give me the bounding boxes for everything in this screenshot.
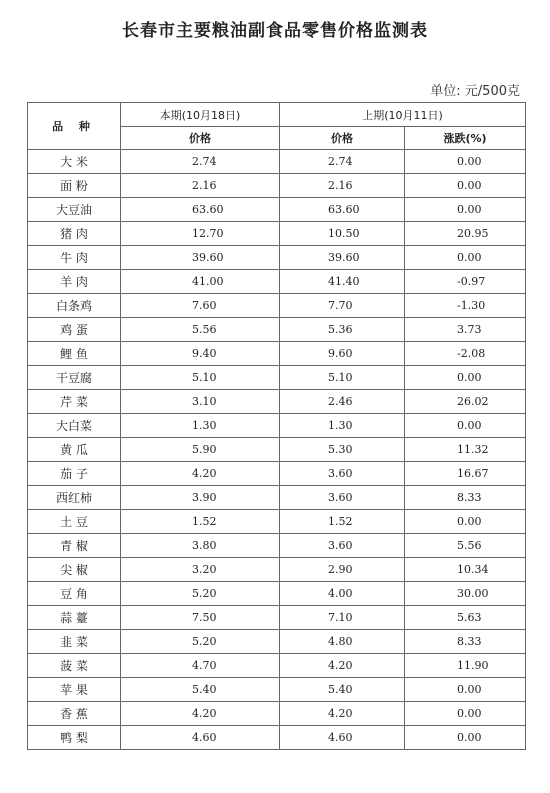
table-row xyxy=(28,510,526,534)
previous-price-cell: 7.70 xyxy=(280,294,405,318)
previous-price-cell: 2.90 xyxy=(280,558,405,582)
item-name-cell: 苹 果 xyxy=(28,678,121,702)
change-percent-cell: 3.73 xyxy=(405,318,526,342)
current-price-cell: 12.70 xyxy=(121,222,280,246)
table-row xyxy=(28,462,526,486)
previous-price-cell: 10.50 xyxy=(280,222,405,246)
previous-price-cell: 63.60 xyxy=(280,198,405,222)
current-price-cell: 39.60 xyxy=(121,246,280,270)
change-percent-cell: -2.08 xyxy=(405,342,526,366)
current-price-cell: 5.20 xyxy=(121,582,280,606)
current-price-cell: 5.40 xyxy=(121,678,280,702)
change-percent-cell: 0.00 xyxy=(405,414,526,438)
previous-price-cell: 2.74 xyxy=(280,150,405,174)
previous-price-cell: 3.60 xyxy=(280,534,405,558)
item-name-cell: 面 粉 xyxy=(28,174,121,198)
item-name-cell: 豆 角 xyxy=(28,582,121,606)
table-row xyxy=(28,534,526,558)
current-price-cell: 3.90 xyxy=(121,486,280,510)
table-row xyxy=(28,678,526,702)
current-price-cell: 3.80 xyxy=(121,534,280,558)
change-percent-cell: 8.33 xyxy=(405,486,526,510)
table-row xyxy=(28,198,526,222)
previous-price-cell: 3.60 xyxy=(280,486,405,510)
current-price-cell: 7.60 xyxy=(121,294,280,318)
table-row xyxy=(28,414,526,438)
table-row xyxy=(28,174,526,198)
previous-price-cell: 4.60 xyxy=(280,726,405,750)
change-percent-cell: 8.33 xyxy=(405,630,526,654)
previous-price-cell: 7.10 xyxy=(280,606,405,630)
change-percent-cell: 0.00 xyxy=(405,174,526,198)
table-row xyxy=(28,582,526,606)
previous-price-cell: 5.30 xyxy=(280,438,405,462)
change-percent-cell: 0.00 xyxy=(405,702,526,726)
current-price-cell: 5.20 xyxy=(121,630,280,654)
item-name-cell: 芹 菜 xyxy=(28,390,121,414)
table-row xyxy=(28,630,526,654)
change-percent-cell: 20.95 xyxy=(405,222,526,246)
item-name-cell: 黄 瓜 xyxy=(28,438,121,462)
table-row xyxy=(28,318,526,342)
item-name-cell: 羊 肉 xyxy=(28,270,121,294)
header-current-price: 价格 xyxy=(121,127,280,150)
unit-label: 单位: 元/500克 xyxy=(430,84,520,99)
change-percent-cell: -0.97 xyxy=(405,270,526,294)
current-price-cell: 4.20 xyxy=(121,462,280,486)
table-row xyxy=(28,606,526,630)
change-percent-cell: 0.00 xyxy=(405,246,526,270)
change-percent-cell: 11.32 xyxy=(405,438,526,462)
previous-price-cell: 4.80 xyxy=(280,630,405,654)
current-price-cell: 2.74 xyxy=(121,150,280,174)
change-percent-cell: 30.00 xyxy=(405,582,526,606)
previous-price-cell: 1.52 xyxy=(280,510,405,534)
previous-price-cell: 5.10 xyxy=(280,366,405,390)
header-previous-price: 价格 xyxy=(280,127,405,150)
previous-price-cell: 2.16 xyxy=(280,174,405,198)
current-price-cell: 5.10 xyxy=(121,366,280,390)
item-name-cell: 尖 椒 xyxy=(28,558,121,582)
item-name-cell: 茄 子 xyxy=(28,462,121,486)
change-percent-cell: 5.56 xyxy=(405,534,526,558)
item-name-cell: 鲤 鱼 xyxy=(28,342,121,366)
current-price-cell: 9.40 xyxy=(121,342,280,366)
change-percent-cell: 10.34 xyxy=(405,558,526,582)
change-percent-cell: 0.00 xyxy=(405,150,526,174)
current-price-cell: 2.16 xyxy=(121,174,280,198)
table-row xyxy=(28,486,526,510)
table-row xyxy=(28,222,526,246)
item-name-cell: 菠 菜 xyxy=(28,654,121,678)
item-name-cell: 西红柿 xyxy=(28,486,121,510)
previous-price-cell: 2.46 xyxy=(280,390,405,414)
change-percent-cell: 0.00 xyxy=(405,678,526,702)
header-change: 涨跌(%) xyxy=(405,127,526,150)
change-percent-cell: 5.63 xyxy=(405,606,526,630)
header-previous-period: 上期(10月11日) xyxy=(280,103,526,127)
change-percent-cell: -1.30 xyxy=(405,294,526,318)
current-price-cell: 5.56 xyxy=(121,318,280,342)
previous-price-cell: 1.30 xyxy=(280,414,405,438)
table-row xyxy=(28,438,526,462)
current-price-cell: 3.10 xyxy=(121,390,280,414)
change-percent-cell: 11.90 xyxy=(405,654,526,678)
previous-price-cell: 5.36 xyxy=(280,318,405,342)
change-percent-cell: 0.00 xyxy=(405,726,526,750)
item-name-cell: 干豆腐 xyxy=(28,366,121,390)
change-percent-cell: 0.00 xyxy=(405,510,526,534)
table-row xyxy=(28,390,526,414)
item-name-cell: 土 豆 xyxy=(28,510,121,534)
current-price-cell: 4.60 xyxy=(121,726,280,750)
current-price-cell: 1.52 xyxy=(121,510,280,534)
item-name-cell: 大白菜 xyxy=(28,414,121,438)
table-row xyxy=(28,366,526,390)
previous-price-cell: 9.60 xyxy=(280,342,405,366)
table-row xyxy=(28,150,526,174)
item-name-cell: 青 椒 xyxy=(28,534,121,558)
current-price-cell: 4.20 xyxy=(121,702,280,726)
current-price-cell: 1.30 xyxy=(121,414,280,438)
table-row xyxy=(28,726,526,750)
current-price-cell: 7.50 xyxy=(121,606,280,630)
item-name-cell: 猪 肉 xyxy=(28,222,121,246)
table-row xyxy=(28,294,526,318)
table-row xyxy=(28,558,526,582)
item-name-cell: 大 米 xyxy=(28,150,121,174)
current-price-cell: 4.70 xyxy=(121,654,280,678)
previous-price-cell: 4.20 xyxy=(280,654,405,678)
change-percent-cell: 26.02 xyxy=(405,390,526,414)
current-price-cell: 5.90 xyxy=(121,438,280,462)
item-name-cell: 香 蕉 xyxy=(28,702,121,726)
current-price-cell: 3.20 xyxy=(121,558,280,582)
item-name-cell: 大豆油 xyxy=(28,198,121,222)
previous-price-cell: 4.00 xyxy=(280,582,405,606)
change-percent-cell: 16.67 xyxy=(405,462,526,486)
previous-price-cell: 4.20 xyxy=(280,702,405,726)
table-row xyxy=(28,342,526,366)
item-name-cell: 韭 菜 xyxy=(28,630,121,654)
change-percent-cell: 0.00 xyxy=(405,366,526,390)
item-name-cell: 牛 肉 xyxy=(28,246,121,270)
item-name-cell: 白条鸡 xyxy=(28,294,121,318)
table-row xyxy=(28,654,526,678)
previous-price-cell: 5.40 xyxy=(280,678,405,702)
page-title: 长春市主要粮油副食品零售价格监测表 xyxy=(122,21,428,41)
current-price-cell: 41.00 xyxy=(121,270,280,294)
item-name-cell: 蒜 薹 xyxy=(28,606,121,630)
table-row xyxy=(28,702,526,726)
header-variety: 品 种 xyxy=(28,103,121,150)
change-percent-cell: 0.00 xyxy=(405,198,526,222)
price-table xyxy=(27,102,526,750)
table-row xyxy=(28,246,526,270)
previous-price-cell: 39.60 xyxy=(280,246,405,270)
previous-price-cell: 3.60 xyxy=(280,462,405,486)
header-current-period: 本期(10月18日) xyxy=(121,103,280,127)
table-row xyxy=(28,270,526,294)
item-name-cell: 鸭 梨 xyxy=(28,726,121,750)
item-name-cell: 鸡 蛋 xyxy=(28,318,121,342)
current-price-cell: 63.60 xyxy=(121,198,280,222)
previous-price-cell: 41.40 xyxy=(280,270,405,294)
